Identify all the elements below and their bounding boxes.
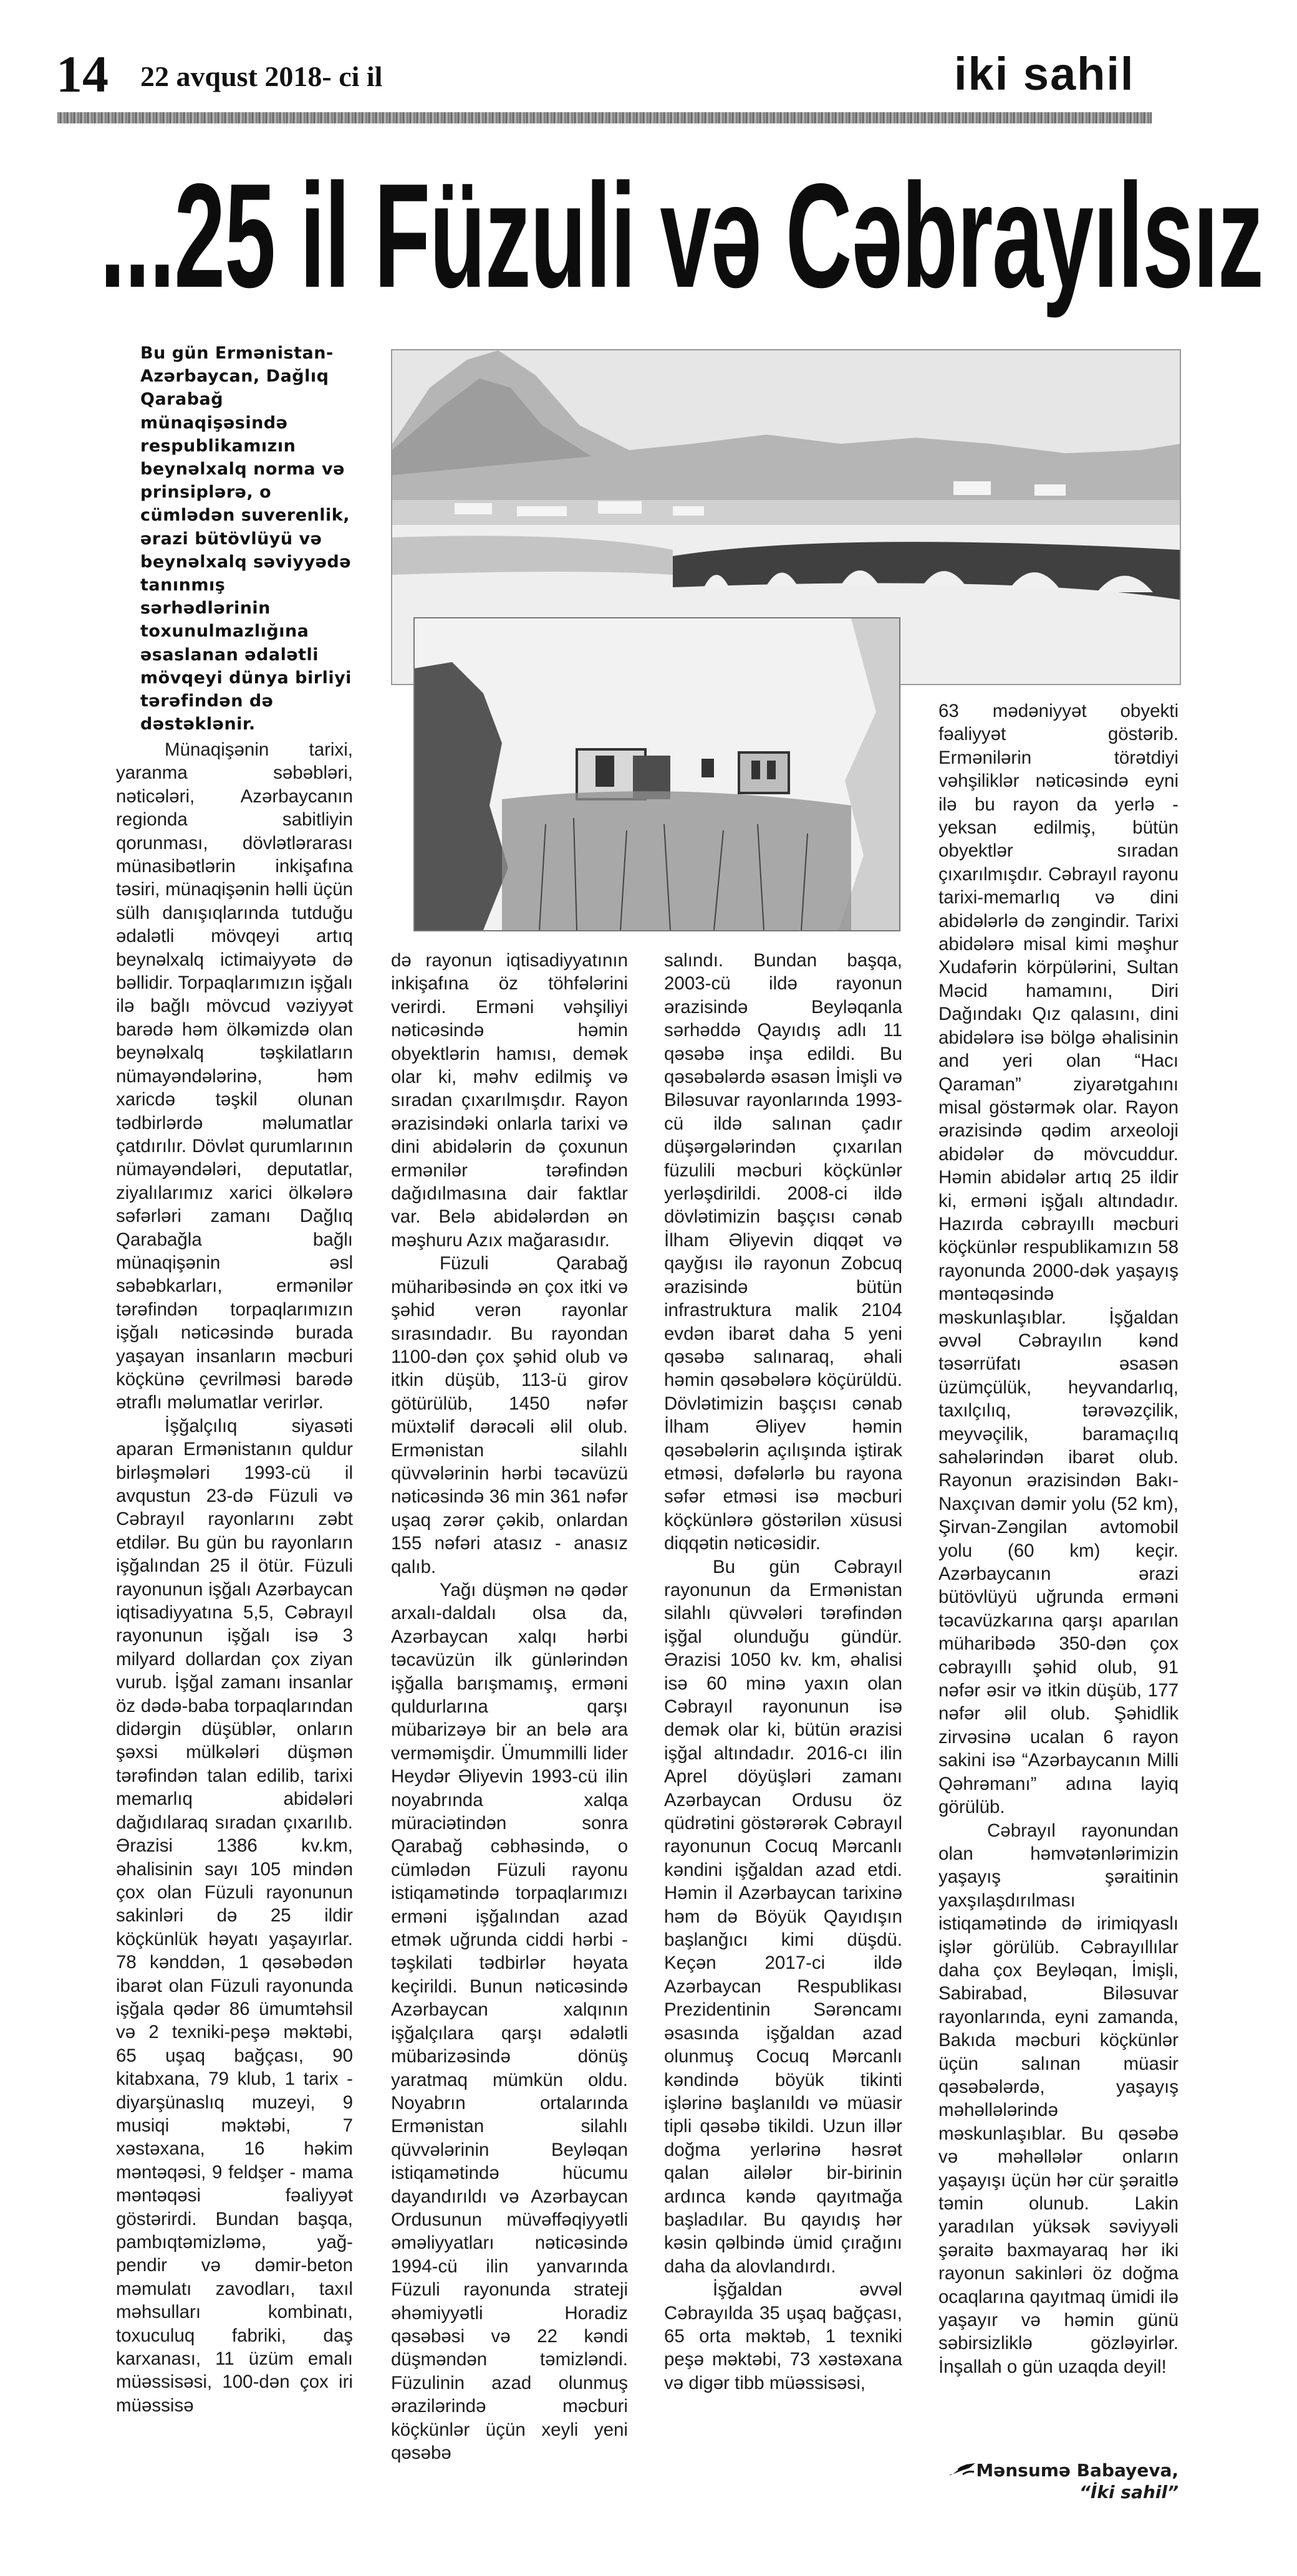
author-publication: “İki sahil” [1079,2482,1179,2502]
article-column-4 [938,699,1179,2378]
photo-ruined-buildings-icon [415,618,899,930]
paragraph: Yağı düşmən nə qədər arxalı-daldalı olsa da, Azərbaycan xalqı hərbi təcavüzün ilk günlərindən işğalla barışmamış, erməni quldurlarına qarşı mübarizəyə bir an belə ara verməmişdir. Ümummilli lider Heydər Əliyevin 1993-cü ilin noyabrında xalqa müraciətindən sonra Qarabağ cəbhəsində, o cümlədən Füzuli rayonu istiqamətində torpaqlarımızı erməni işğalından azad etmək uğrunda ciddi hərbi - təşkilati tədbirlər həyata keçirildi. Bunun nəticəsində Azərbaycan xalqının işğalçılara qarşı ədalətli mübarizəsində dönüş yaratmaq mümkün oldu. Noyabrın ortalarında Ermənistan silahlı qüvvələrinin Beyləqan istiqamətində hücumu dayandırıldı və Azərbaycan Ordusunun müvəffəqiyyətli əməliyyatları nəticəsində 1994-cü ilin yanvarında Füzuli rayonunda strateji əhəmiyyətli Horadiz qəsəbəsi və 22 kəndi düşməndən təmizləndi. Füzulinin azad olunmuş ərazilərində məcburi köçkünlər üçün xeyli yeni qəsəbə [391,1579,628,2463]
paragraph: Bu gün Cəbrayıl rayonunun da Ermənistan silahlı qüvvələri tərəfindən işğal olunduğu gündür. Ərazisi 1050 kv. km, əhalisi isə 60 minə yaxın olan Cəbrayıl rayonunun isə demək olar ki, bütün ərazisi işğal altındadır. 2016-cı ilin Aprel döyüşləri zamanı Azərbaycan Ordusu öz qüdrətini göstərərək Cəbrayıl rayonunun Cocuq Mərcanlı kəndini işğaldan azad etdi. Həmin il Azərbaycan tarixinə həm də Böyük Qayıdışın başlanğıcı kimi düşdü. Keçən 2017-ci ildə Azərbaycan Respublikası Prezidentinin Sərəncamı əsasında işğaldan azad olunmuş Cocuq Mərcanlı kəndində böyük tikinti işlərinə başlanıldı və müasir tipli qəsəbə tikildi. Uzun illər doğma yerlərinə həsrət qalan ailələr bir-birinin ardınca kəndə qayıtmağa başladılar. Bu qayıdış hər kəsin qəlbində ümid çırağını daha da alovlandırdı. [664,1556,902,2277]
paragraph: İşğalçılıq siyasəti aparan Ermənistanın quldur birləşmələri 1993-cü il avqustun 23-də Füzuli və Cəbrayıl rayonlarını zəbt etdilər. Bu gün bu rayonların işğalından 25 il ötür. Füzuli rayonunun işğalı Azərbaycan iqtisadiyyatına 5,5, Cəbrayıl rayonunun işğalı isə 3 milyard dollardan çox ziyan vurub. İşğal zamanı insanlar öz dədə-baba torpaqlarından didərgin düşüblər, onların şəxsi mülkələri düşmən tərəfindən talan edilib, tarixi memarlıq abidələri dağıdılaraq sıradan çıxarılıb. Ərazisi 1386 kv.km, əhalisinin sayı 105 mindən çox olan Füzuli rayonunun sakinləri də 25 ildir köçkünlük həyatı yaşayırlar. 78 kənddən, 1 qəsəbədən ibarət olan Füzuli rayonunda işğala qədər 86 ümumtəhsil və 2 texniki-peşə məktəbi, 65 uşaq bağçası, 90 kitabxana, 79 klub, 1 tarix - diyarşünaslıq muzeyi, 9 musiqi məktəbi, 7 xəstəxana, 16 həkim məntəqəsi, 9 feldşer - mama məntəqəsi fəaliyyət göstərirdi. Bundan başqa, pambıqtəmizləmə, yağ-pendir və dəmir-beton məmulatı zavodları, taxıl məhsulları kombinatı, toxuculuq fabriki, daş karxanası, 11 üzüm emalı müəssisəsi, 100-dən çox iri müəssisə [116,1415,353,2416]
paragraph: salındı. Bundan başqa, 2003-cü ildə rayonun ərazisində Beyləqanla sərhəddə Qayıdış adlı 11 qəsəbə inşa edildi. Bu qəsəbələrdə əsasən İmişli və Biləsuvar rayonlarında 1993-cü ildə salınan çadır düşərgələrindən çıxarılan füzulili məcburi köçkünlər yerləşdirildi. 2008-ci ildə dövlətimizin başçısı cənab İlham Əliyevin diqqət və qayğısı ilə rayonun Zobcuq ərazisində bütün infrastruktura malik 2104 evdən ibarət daha 5 yeni qəsəbə salınaraq, əhali həmin qəsəbələrə köçürüldü. Dövlətimizin başçısı cənab İlham Əliyev həmin qəsəbələrin açılışında iştirak etməsi, dəfələrlə bu rayona səfər etməsi isə məcburi köçkünlərə göstərilən xüsusi diqqətin nəticəsidir. [664,950,902,1554]
masthead-rule [57,112,1152,123]
author-name: Mənsumə Babayeva, [976,2460,1179,2481]
article-lead: Bu gün Ermənistan-Azərbaycan, Dağlıq Qarabağ münaqişəsində respublikamızın beynəlxalq norma və prinsiplərə, o cümlədən suverenlik, ərazi bütövlüyü və beynəlxalq səviyyədə tanınmış sərhədlərinin toxunulmazlığına əsaslanan ədalətli mövqeyi dünya birliyi tərəfindən də dəstəklənir. [140,344,352,734]
article-column-1 [116,738,353,2417]
paragraph: 63 mədəniyyət obyekti fəaliyyət göstərib. Ermənilərin törətdiyi vəhşiliklər nəticəsində eyni ilə bu rayon da yerlə - yeksan edilmiş, bütün obyektlər sıradan çıxarılmışdır. Cəbrayıl rayonu tarixi-memarlıq və dini abidələrlə də zəngindir. Tarixi abidələrə misal kimi məşhur Xudafərin körpülərini, Sultan Məcid hamamını, Diri Dağındakı Qız qalasını, dini abidələrə isə bölgə əhalisinin and yeri olan “Hacı Qaraman” ziyarətgahını misal göstərmək olar. Rayon ərazisində qədim arxeoloji abidələr də mövcuddur. Həmin abidələr artıq 25 ildir ki, erməni işğalı altındadır. Hazırda cəbrayıllı məcburi köçkünlər respublikamızın 58 rayonunda 2000-dək yaşayış məntəqəsində məskunlaşıblar. İşğaldan əvvəl Cəbrayılın kənd təsərrüfatı əsasən üzümçülük, heyvandarlıq, taxılçılıq, tərəvəzçilik, meyvəçilik, baramaçılıq sahələrindən ibarət olub. Rayonun ərazisindən Bakı-Naxçıvan dəmir yolu (52 km), Şirvan-Zəngilan avtomobil yolu (60 km) keçir. Azərbaycanın ərazi bütövlüyü uğrunda erməni təcavüzkarına qarşı aparılan müharibədə 350-dən çox cəbrayıllı şəhid olub, 91 nəfər əsir və itkin düşüb, 177 nəfər əlil olub. Şəhidlik zirvəsinə ucalan 6 rayon sakini isə “Azərbaycanın Milli Qəhrəmanı” adına layiq görülüb. [938,701,1179,1818]
article-headline: ...25 il Füzuli və Cəbrayılsız [100,153,1263,319]
paragraph: İşğaldan əvvəl Cəbrayılda 35 uşaq bağçası, 65 orta məktəb, 1 texniki peşə məktəbi, 73 xəstəxana və digər tibb müəssisəsi, [664,2279,902,2393]
newspaper-name: iki sahil [954,48,1135,100]
photo-ruined-buildings [413,617,900,931]
article-column-2 [391,949,628,2464]
paragraph: də rayonun iqtisadiyyatının inkişafına öz töhfələrini verirdi. Erməni vəhşiliyi nəticəsində həmin obyektlərin hamısı, demək olar ki, məhv edilmiş və sıradan çıxarılmışdır. Rayon ərazisindəki onlarla tarixi və dini abidələrin də çoxunun ermənilər tərəfindən dağıdılmasına dair faktlar var. Belə abidələrdən ən məşhuru Azıx mağarasıdır. [391,950,628,1251]
paragraph: Cəbrayıl rayonundan olan həmvətənlərimizin yaşayış şəraitinin yaxşılaşdırılması istiqamətində də irimiqyaslı işlər görülüb. Cəbrayıllılar daha çox Beyləqan, İmişli, Sabirabad, Biləsuvar rayonlarında, eyni zamanda, Bakıda məcburi köçkünlər üçün salınan müasir qəsəbələrdə, yaşayış məhəllələrində məskunlaşıblar. Bu qəsəbə və məhəllələr onların yaşayışı üçün hər cür şəraitlə təmin olunub. Lakin yaradılan yüksək səviyyəli şəraitə baxmayaraq hər iki rayonun sakinləri öz doğma ocaqlarına qayıtmaq ümidi ilə yaşayır və həmin günü səbirsizliklə gözləyirlər. İnşallah o gün uzaqda deyil! [938,1820,1179,2377]
article-column-3 [664,949,902,2395]
paragraph: Füzuli Qarabağ müharibəsində ən çox itki və şəhid verən rayonlar sırasındadır. Bu rayondan 1100-dən çox şəhid olub və itkin düşüb, 113-ü girov götürülüb, 1450 nəfər müxtəlif dərəcəli əlil olub. Ermənistan silahlı qüvvələrinin hərbi təcavüzü nəticəsində 36 min 361 nəfər uşaq zərər çəkib, onlardan 155 nəfəri atasız - anasız qalıb. [391,1253,628,1577]
byline [948,2459,1179,2503]
paragraph: Münaqişənin tarixi, yaranma səbəbləri, nəticələri, Azərbaycanın regionda sabitliyin qorunması, dövlətlərarası münasibətlərin inkişafına təsiri, münaqişənin həlli üçün sülh danışıqlarında tutduğu ədalətli mövqeyi artıq beynəlxalq ictimaiyyətə də bəllidir. Torpaqlarımızın işğalı ilə bağlı mövcud vəziyyət barədə həm ölkəmizdə olan beynəlxalq təşkilatların nümayəndələrinə, həm xaricdə təşkil olunan tədbirlərdə məlumatlar çatdırılır. Dövlət qurumlarının nümayəndələri, deputatlar, ziyalılarımız xarici ölkələrə səfərləri zamanı Dağlıq Qarabağla bağlı münaqişənin əsl səbəbkarları, ermənilər tərəfindən torpaqlarımızın işğalı nəticəsində burada yaşayan insanların məcburi köçkünə çevrilməsi barədə ətraflı məlumatlar verirlər. [116,739,353,1413]
page-number: 14 [56,46,108,103]
issue-date: 22 avqust 2018- ci il [140,60,383,92]
pen-icon [948,2462,976,2477]
